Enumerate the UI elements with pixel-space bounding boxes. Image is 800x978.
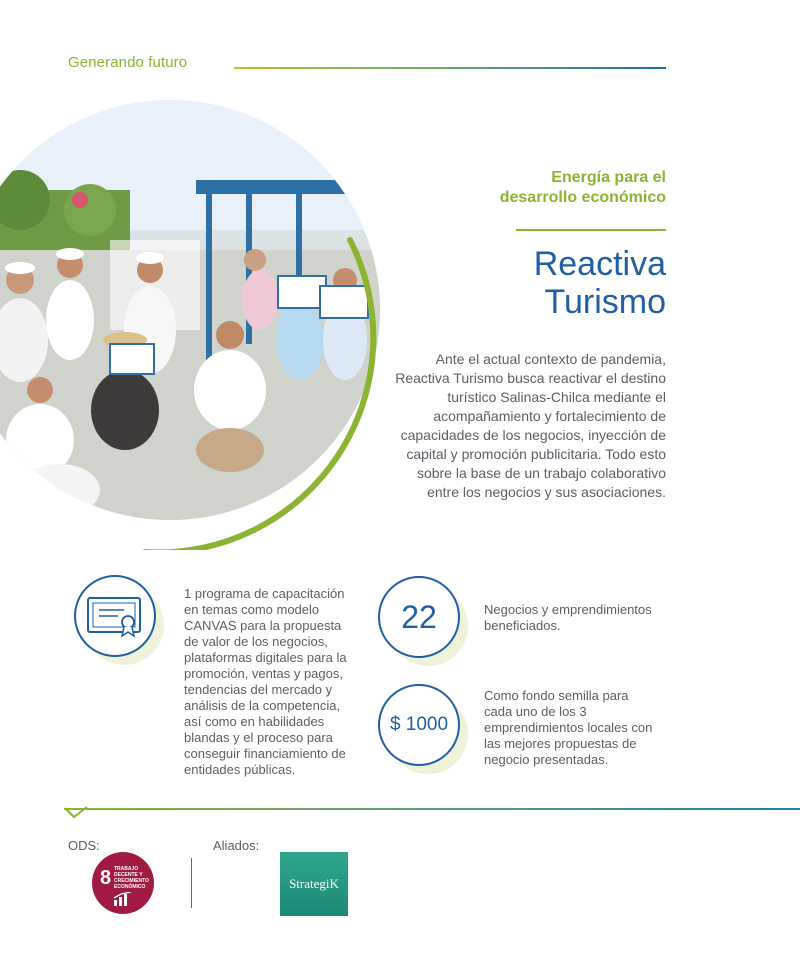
- hero-title: [406, 245, 666, 321]
- allies-label: Aliados:: [213, 838, 260, 853]
- certificate-icon: [86, 594, 144, 638]
- hero-photo: [0, 100, 380, 520]
- footer-rule: [64, 808, 800, 810]
- hero-description: Ante el actual contexto de pandemia, Reactiva Turismo busca reactivar el destino turístico Salinas-Chilca mediante el acompañamiento y fortalecimiento de capacidades de los negocios, inyección de capital y promoción publicitaria. Todo esto sobre la base de un trabajo colaborativo entre los negocios y sus asociaciones.: [395, 351, 666, 500]
- hero-subtitle: [426, 168, 666, 208]
- hero-subtitle-line1: Energía para el: [551, 169, 666, 186]
- businesses-stat-value: 22: [401, 598, 437, 635]
- training-stat-text: 1 programa de capacitación en temas como modelo CANVAS para la propuesta de valor de los negocios, plataformas digitales para la promoción, ventas y pagos, tendencias del mercado y análisis de la competencia, así como en habilidades blandas y el proceso para conseguir financiamiento de entidades públicas.: [184, 586, 347, 777]
- ods-label: ODS:: [68, 838, 100, 853]
- training-stat-icon: [74, 575, 166, 667]
- hero-subtitle-line2: desarrollo económico: [499, 189, 666, 206]
- ods-badge-8: [92, 852, 154, 914]
- fund-stat-value: $ 1000: [389, 714, 449, 735]
- header-section-label: Generando futuro: [68, 54, 188, 71]
- ods-badge-text: TRABAJO DECENTE Y CRECIMIENTO ECONÓMICO: [114, 866, 149, 890]
- ally-logo-strategik: [280, 852, 348, 916]
- fund-stat-bubble: [378, 684, 470, 776]
- chevron-down-icon: [64, 806, 88, 820]
- subtitle-rule: [516, 229, 666, 231]
- ods-badge-number: 8: [100, 867, 112, 889]
- growth-chart-icon: [113, 892, 133, 906]
- businesses-stat-bubble: [378, 576, 470, 668]
- hero-title-line2: Turismo: [544, 283, 666, 321]
- businesses-stat-text: Negocios y emprendimientos beneficiados.: [484, 602, 652, 633]
- hero-title-line1: Reactiva: [533, 245, 666, 283]
- ally-logo-text: StrategiK: [289, 876, 339, 891]
- footer-divider: [191, 858, 192, 908]
- decorative-green-arc: [0, 120, 400, 550]
- header-rule: [234, 67, 666, 69]
- fund-stat-text: Como fondo semilla para cada uno de los 3 emprendimientos locales con las mejores propuestas de negocio presentadas.: [484, 688, 653, 767]
